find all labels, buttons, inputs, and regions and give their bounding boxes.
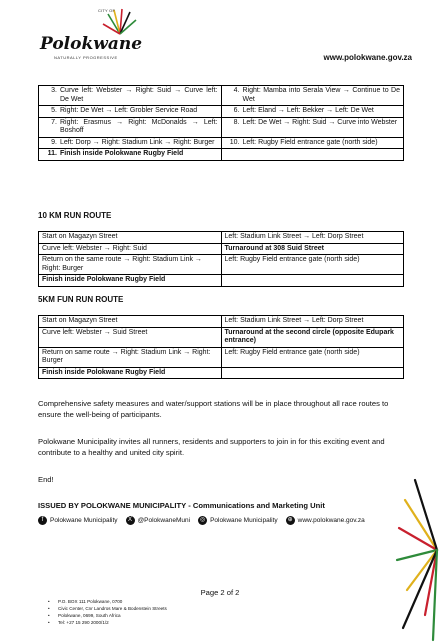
route-10km-table [38,231,404,287]
step-number: 7. [51,118,57,126]
route-5km-table [38,315,404,379]
step-text: Left: Rugby Field entrance gate (north side) [242,138,378,146]
table-cell: Left: Rugby Field entrance gate (north side) [221,255,404,275]
step-text: Right: De Wet → Left: Grobler Service Road [60,107,198,114]
step-number: 10. [229,138,240,146]
facebook-icon: f [38,516,47,525]
footer-address [58,598,167,626]
invite-paragraph: Polokwane Municipality invites all runners, residents and supporters to join in for this exciting event and contribute to a healthy and united city spirit. [38,437,385,457]
step-number: 11. [47,150,57,157]
social-links [38,516,373,525]
table-row [39,316,404,328]
social-label: @PolokwaneMuni [137,517,191,524]
table-cell [39,86,222,106]
table-cell [39,117,222,137]
table-cell [221,106,404,118]
footer-line: • P.O. BOX 111 Polokwane, 0700 [58,598,167,605]
footer-line: • Civic Center, Cnr Landros Mare & Bodenstein Streets [58,605,167,612]
table-row [39,86,404,106]
table-cell: Turnaround at 308 Suid Street [221,243,404,255]
logo-city-text: CITY OF [98,8,116,13]
table-row [39,275,404,287]
table-row [39,149,404,161]
table-cell: Left: Rugby Field entrance gate (north side) [221,347,404,367]
table-row [39,367,404,379]
header-url[interactable]: www.polokwane.gov.za [323,53,412,62]
table-cell [221,86,404,106]
table-cell [221,117,404,137]
table-cell [221,149,404,161]
issued-by-line: ISSUED BY POLOKWANE MUNICIPALITY - Communications and Marketing Unit [38,501,325,510]
table-cell [39,149,222,161]
table-cell: Left: Stadium Link Street → Left: Dorp Street [221,232,404,244]
table-row [39,347,404,367]
table-cell: Turnaround at the second circle (opposite Edupark entrance) [221,327,404,347]
social-label: Polokwane Municipality [210,517,278,524]
step-text: Left: De Wet → Right: Suid → Curve into Webster [242,118,398,126]
globe-icon: ⊕ [287,517,293,523]
step-text: Left: Eland → Left: Bekker → Left: De Wet [242,107,374,114]
step-number: 4. [233,87,240,94]
step-number: 6. [233,107,240,114]
social-label: Polokwane Municipality [50,517,118,524]
instagram-icon: ◎ [199,517,206,523]
step-text: Right: Erasmus → Right: McDonalds → Left: Boshoff [60,118,218,134]
footer-line: • Tel: +27 15 290 2000/1/2 [58,619,167,626]
table-row [39,232,404,244]
safety-paragraph: Comprehensive safety measures and water/support stations will be in place throughout all race routes to ensure the well-being of participants. [38,399,389,419]
table-cell: Finish inside Polokwane Rugby Field [39,275,222,287]
decorative-starburst-icon [395,440,440,643]
x-icon: X [126,516,135,525]
table-row [39,117,404,137]
footer-line: • Polokwane, 0699, South Africa [58,612,167,619]
step-text: Right: Mamba into Serala View → Continue to De Wet [242,87,400,103]
table-cell [221,275,404,287]
step-number: 8. [233,118,240,126]
page-number: Page 2 of 2 [200,588,240,597]
social-x[interactable] [126,516,191,525]
table-cell [221,367,404,379]
step-text: Curve left: Webster → Right: Suid → Curve left: De Wet [60,87,218,103]
social-facebook[interactable] [38,516,118,525]
table-cell [39,106,222,118]
polokwane-logo [38,8,148,66]
table-cell: Curve left: Webster → Right: Suid [39,243,222,255]
table-row [39,106,404,118]
logo-wordmark: Polokwane [40,34,143,54]
table-cell [221,137,404,149]
social-website[interactable] [286,516,365,525]
table-row [39,255,404,275]
route-steps-table [38,85,404,161]
heading-10km-route: 10 KM RUN ROUTE [38,211,112,220]
end-text: End! [38,475,54,484]
table-row [39,243,404,255]
table-cell: Finish inside Polokwane Rugby Field [39,367,222,379]
social-instagram[interactable] [198,516,278,525]
table-row [39,137,404,149]
step-text: Left: Dorp → Right: Stadium Link → Right: Burger [60,138,215,146]
table-cell: Return on the same route → Right: Stadium Link → Right: Burger [39,255,222,275]
table-cell: Return on same route → Right: Stadium Link → Right: Burger [39,347,222,367]
heading-5km-route: 5KM FUN RUN ROUTE [38,295,124,304]
step-number: 3. [51,87,57,94]
logo-tagline: NATURALLY PROGRESSIVE [54,55,118,60]
step-number: 5. [51,107,57,114]
step-text: Finish inside Polokwane Rugby Field [60,150,184,157]
table-cell [39,137,222,149]
table-row [39,327,404,347]
table-cell: Left: Stadium Link Street → Left: Dorp Street [221,316,404,328]
step-number: 9. [51,138,57,146]
table-cell: Curve left: Webster → Suid Street [39,327,222,347]
social-label: www.polokwane.gov.za [297,517,365,524]
table-cell: Start on Magazyn Street [39,316,222,328]
table-cell: Start on Magazyn Street [39,232,222,244]
